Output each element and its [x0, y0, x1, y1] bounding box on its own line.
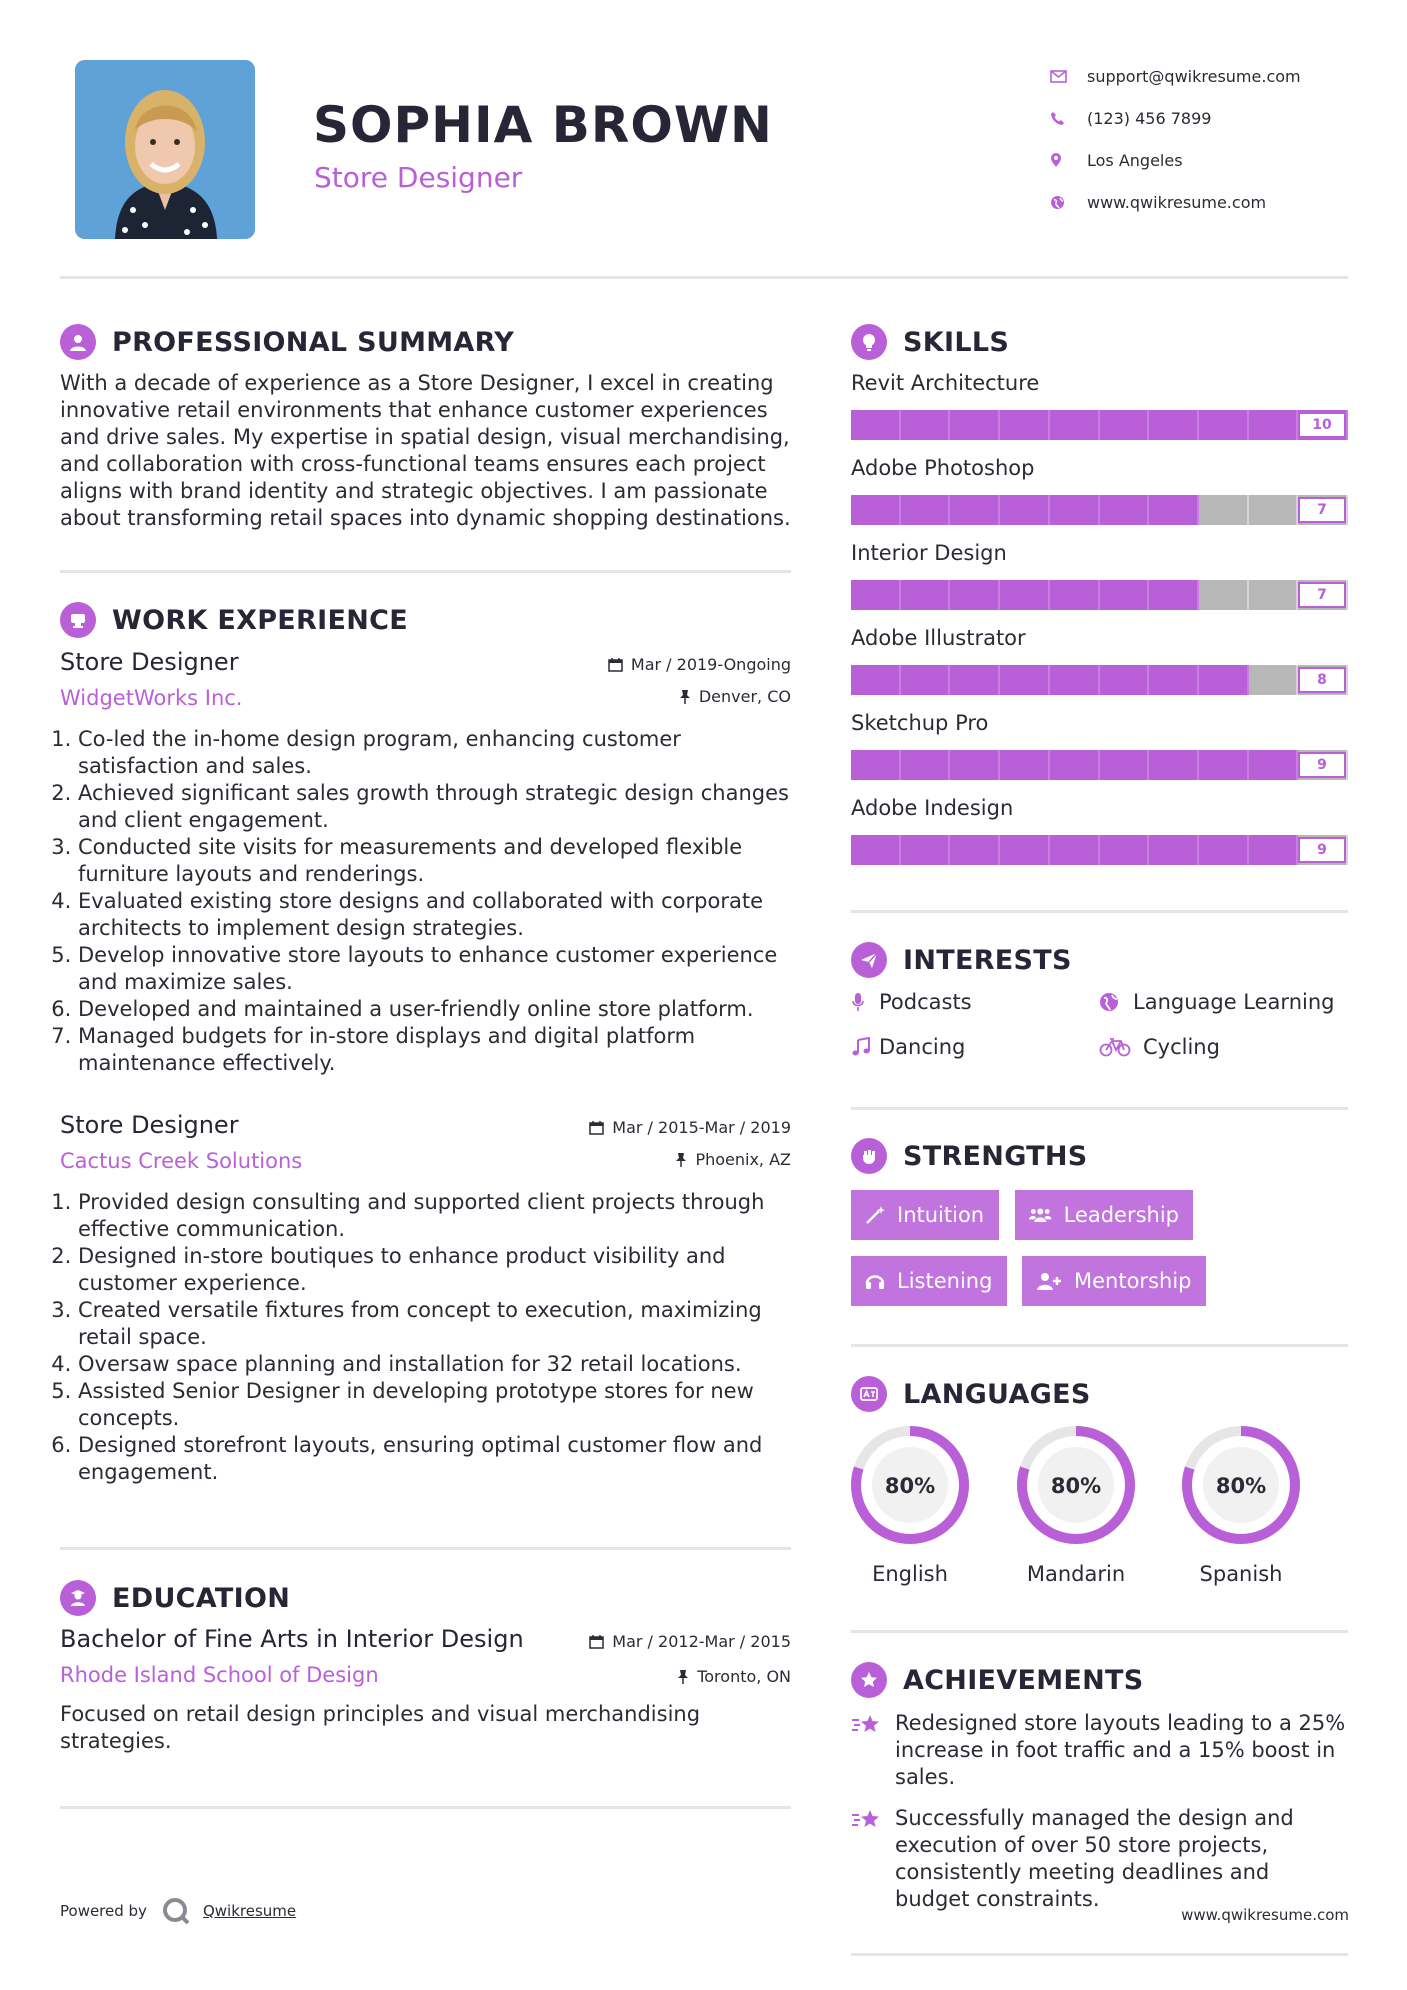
graduation-icon — [60, 1580, 96, 1616]
education-text: Focused on retail design principles and visual merchandising strategies. — [60, 1702, 701, 1753]
language-item — [1015, 1424, 1137, 1586]
footer-website[interactable]: www.qwikresume.com — [1181, 1906, 1349, 1924]
skill-bar-segment — [1149, 750, 1199, 780]
job-entry — [60, 648, 791, 1077]
translate-icon — [851, 1376, 887, 1412]
skill-name: Adobe Illustrator — [851, 626, 1026, 650]
skill-bar-segment — [1050, 750, 1100, 780]
skill-bar-segment — [1249, 495, 1299, 525]
contact-location — [1050, 139, 1301, 181]
interest-label: Cycling — [1143, 1035, 1220, 1059]
user-icon — [60, 324, 96, 360]
skill-bar-segment — [1149, 665, 1199, 695]
skill-item — [851, 370, 1348, 440]
envelope-icon — [1050, 70, 1087, 83]
summary-divider — [60, 570, 791, 573]
skill-bar — [851, 835, 1348, 865]
skill-bar-segment — [1050, 665, 1100, 695]
interest-language-learning — [1099, 990, 1334, 1014]
education-entry — [60, 1625, 791, 1755]
skill-bar-segment — [851, 495, 901, 525]
skills-title: SKILLS — [903, 326, 1010, 358]
list-item: 5. Develop innovative store layouts to enhance customer experience and maximize sales. — [78, 942, 791, 996]
skill-bar-segment — [950, 835, 1000, 865]
skill-bar-segment — [1000, 410, 1050, 440]
interests-title: INTERESTS — [903, 944, 1072, 976]
education-heading — [60, 1580, 290, 1616]
candidate-name: SOPHIA BROWN — [313, 96, 773, 154]
strength-label: Leadership — [1063, 1203, 1179, 1227]
lightbulb-icon — [851, 324, 887, 360]
skill-bar-segment — [1149, 410, 1199, 440]
language-name: English — [872, 1562, 948, 1586]
language-percent: 80% — [884, 1474, 936, 1498]
interests-heading — [851, 942, 1072, 978]
skill-bar-segment — [1149, 495, 1199, 525]
contact-list — [1050, 55, 1301, 223]
skill-bar-segment — [1249, 410, 1299, 440]
qwikresume-link[interactable]: Qwikresume — [202, 1902, 297, 1920]
skill-bar-segment — [1100, 750, 1150, 780]
work-divider — [60, 1547, 791, 1550]
contact-phone[interactable] — [1050, 97, 1301, 139]
job-location-text: Denver, CO — [698, 686, 791, 706]
language-percent: 80% — [1050, 1474, 1102, 1498]
interest-label: Dancing — [879, 1035, 966, 1059]
language-name: Spanish — [1199, 1562, 1283, 1586]
job-date — [608, 648, 791, 680]
job-title: Store Designer — [60, 648, 239, 676]
list-item: 4. Oversaw space planning and installation for 32 retail locations. — [78, 1351, 791, 1378]
job-location — [589, 1143, 791, 1175]
skill-bar-segment — [1249, 750, 1299, 780]
language-ring — [849, 1424, 971, 1546]
skill-bar-segment — [851, 665, 901, 695]
skill-bar-segment — [851, 835, 901, 865]
skill-bar — [851, 750, 1348, 780]
skill-bar-segment — [1100, 665, 1150, 695]
star-badge-icon — [851, 1662, 887, 1698]
education-date-text: Mar / 2012-Mar / 2015 — [612, 1631, 791, 1651]
shooting-star-icon — [851, 1805, 895, 1913]
job-company: WidgetWorks Inc. — [60, 686, 243, 710]
skill-name: Adobe Indesign — [851, 796, 1014, 820]
interest-dancing — [851, 1035, 965, 1059]
skill-bar-segment — [901, 750, 951, 780]
language-item — [849, 1424, 971, 1586]
skill-bar-segment — [950, 750, 1000, 780]
interest-label: Language Learning — [1133, 990, 1335, 1014]
calendar-icon — [589, 1120, 604, 1135]
achievement-item — [851, 1805, 1348, 1913]
calendar-icon — [608, 657, 623, 672]
list-item: 2. Designed in-store boutiques to enhance product visibility and customer experience. — [78, 1243, 791, 1297]
list-item: 2. Achieved significant sales growth through strategic design changes and client engagement. — [78, 780, 791, 834]
summary-title: PROFESSIONAL SUMMARY — [112, 326, 515, 358]
skill-item — [851, 795, 1348, 865]
qwikresume-logo-icon — [161, 1896, 191, 1926]
skill-bar-segment — [851, 750, 901, 780]
magic-wand-icon — [865, 1205, 885, 1225]
languages-heading — [851, 1376, 1091, 1412]
list-item: 6. Designed storefront layouts, ensuring optimal customer flow and engagement. — [78, 1432, 791, 1486]
contact-phone-text: (123) 456 7899 — [1087, 108, 1212, 128]
skill-bar-segment — [1050, 835, 1100, 865]
strength-chip-intuition — [851, 1190, 999, 1240]
skill-bar-segment — [1149, 835, 1199, 865]
user-plus-icon — [1036, 1271, 1062, 1291]
contact-location-text: Los Angeles — [1087, 150, 1183, 170]
footer-divider — [851, 1953, 1348, 1956]
education-divider — [60, 1806, 791, 1809]
interests-divider — [851, 1107, 1348, 1110]
job-duties — [60, 1189, 791, 1486]
contact-email[interactable] — [1050, 55, 1301, 97]
skill-bar-segment — [1199, 665, 1249, 695]
skill-bar-segment — [901, 410, 951, 440]
header-divider — [60, 276, 1348, 279]
music-note-icon — [851, 1037, 879, 1057]
skill-bar-segment — [950, 410, 1000, 440]
list-item: 7. Managed budgets for in-store displays and digital platform maintenance effectively. — [78, 1023, 791, 1077]
skill-bar-segment — [1000, 580, 1050, 610]
skill-score: 9 — [1298, 837, 1346, 863]
skill-bar-segment — [1249, 835, 1299, 865]
skill-bar-segment — [851, 410, 901, 440]
footer-powered — [60, 1896, 296, 1926]
skill-bar-segment — [901, 835, 951, 865]
job-company: Cactus Creek Solutions — [60, 1149, 303, 1173]
skill-bar-segment — [1000, 495, 1050, 525]
fist-icon — [851, 1138, 887, 1174]
language-item — [1180, 1424, 1302, 1586]
skill-bar-segment — [1100, 495, 1150, 525]
list-item: 3. Created versatile fixtures from concept to execution, maximizing retail space. — [78, 1297, 791, 1351]
language-ring — [1015, 1424, 1137, 1546]
strength-chip-leadership — [1015, 1190, 1193, 1240]
globe-icon — [1099, 992, 1133, 1012]
skill-bar-segment — [1199, 750, 1249, 780]
education-meta — [589, 1625, 791, 1695]
languages-title: LANGUAGES — [903, 1378, 1091, 1410]
skill-score: 10 — [1298, 412, 1346, 438]
strength-label: Listening — [897, 1269, 993, 1293]
headphones-icon — [865, 1271, 885, 1291]
strength-chip-mentorship — [1022, 1256, 1206, 1306]
job-meta — [589, 1111, 791, 1175]
group-icon — [1029, 1205, 1052, 1225]
skill-bar-segment — [1199, 410, 1249, 440]
education-title: EDUCATION — [112, 1582, 291, 1614]
job-location — [608, 680, 791, 712]
profile-photo — [75, 60, 255, 239]
skill-item — [851, 710, 1348, 780]
strengths-heading — [851, 1138, 1088, 1174]
achievements-title: ACHIEVEMENTS — [903, 1664, 1144, 1696]
skill-name: Adobe Photoshop — [851, 456, 1035, 480]
list-item: 5. Assisted Senior Designer in developing prototype stores for new concepts. — [78, 1378, 791, 1432]
briefcase-icon — [60, 602, 96, 638]
language-name: Mandarin — [1026, 1562, 1126, 1586]
education-location — [589, 1657, 791, 1695]
skill-item — [851, 625, 1348, 695]
job-duties — [60, 726, 791, 1077]
job-location-text: Phoenix, AZ — [695, 1149, 791, 1169]
bicycle-icon — [1099, 1037, 1143, 1057]
skill-bar-segment — [950, 495, 1000, 525]
contact-email-text: support@qwikresume.com — [1087, 66, 1301, 86]
education-location-text: Toronto, ON — [697, 1666, 791, 1686]
skill-bar-segment — [901, 665, 951, 695]
calendar-icon — [589, 1634, 604, 1649]
list-item: 1. Provided design consulting and supported client projects through effective communication. — [78, 1189, 791, 1243]
skill-bar-segment — [950, 580, 1000, 610]
education-date — [589, 1625, 791, 1657]
skill-bar-segment — [901, 580, 951, 610]
strength-label: Intuition — [897, 1203, 985, 1227]
interest-podcasts — [851, 990, 972, 1014]
candidate-role: Store Designer — [314, 161, 523, 194]
achievement-item — [851, 1710, 1348, 1791]
strength-label: Mentorship — [1074, 1269, 1192, 1293]
strengths-title: STRENGTHS — [903, 1140, 1088, 1172]
skill-name: Sketchup Pro — [851, 711, 989, 735]
skill-bar-segment — [1199, 835, 1249, 865]
achievement-text: Successfully managed the design and execution of over 50 store projects, consistently meeting deadlines and budget constraints. — [895, 1806, 1294, 1911]
skill-bar-segment — [901, 495, 951, 525]
powered-by-text: Powered by — [60, 1902, 147, 1920]
skill-bar-segment — [1050, 495, 1100, 525]
language-ring — [1180, 1424, 1302, 1546]
skill-bar — [851, 665, 1348, 695]
skill-score: 8 — [1298, 667, 1346, 693]
microphone-icon — [851, 992, 879, 1012]
strengths-divider — [851, 1344, 1348, 1347]
skill-score: 9 — [1298, 752, 1346, 778]
list-item: 4. Evaluated existing store designs and collaborated with corporate architects to implement design strategies. — [78, 888, 791, 942]
job-title: Store Designer — [60, 1111, 239, 1139]
degree-title: Bachelor of Fine Arts in Interior Design — [60, 1625, 524, 1653]
pushpin-icon — [675, 1152, 687, 1167]
skills-divider — [851, 910, 1348, 913]
languages-divider — [851, 1630, 1348, 1633]
skill-score: 7 — [1298, 582, 1346, 608]
phone-icon — [1050, 111, 1087, 126]
job-date-text: Mar / 2019-Ongoing — [630, 654, 791, 674]
skill-score: 7 — [1298, 497, 1346, 523]
job-date-text: Mar / 2015-Mar / 2019 — [612, 1117, 791, 1137]
skill-item — [851, 455, 1348, 525]
skill-name: Interior Design — [851, 541, 1007, 565]
skill-bar-segment — [950, 665, 1000, 695]
skill-bar-segment — [1050, 410, 1100, 440]
skill-bar-segment — [1100, 580, 1150, 610]
list-item: 3. Conducted site visits for measurements and developed flexible furniture layouts and renderings. — [78, 834, 791, 888]
pushpin-icon — [677, 1669, 689, 1684]
skill-bar-segment — [1249, 665, 1299, 695]
interest-label: Podcasts — [879, 990, 972, 1014]
skill-bar-segment — [1100, 410, 1150, 440]
skill-bar-segment — [1000, 835, 1050, 865]
skill-name: Revit Architecture — [851, 371, 1040, 395]
paper-plane-icon — [851, 942, 887, 978]
contact-website[interactable] — [1050, 181, 1301, 223]
work-heading — [60, 602, 408, 638]
interest-cycling — [1099, 1035, 1220, 1059]
list-item: 6. Developed and maintained a user-friendly online store platform. — [78, 996, 791, 1023]
pushpin-icon — [679, 689, 691, 704]
skill-bar-segment — [1249, 580, 1299, 610]
job-date — [589, 1111, 791, 1143]
map-pin-icon — [1050, 152, 1087, 168]
summary-text: With a decade of experience as a Store Designer, I excel in creating innovative retail environments that enhance customer experiences and drive sales. My expertise in spatial design, visual merchandising, and collaboration with cross-functional teams ensures each project aligns with brand identity and strategic objectives. I am passionate about transforming retail spaces into dynamic shopping destinations. — [60, 371, 791, 530]
job-meta — [608, 648, 791, 712]
skill-item — [851, 540, 1348, 610]
achievement-text: Redesigned store layouts leading to a 25% increase in foot traffic and a 15% boost in sales. — [895, 1711, 1346, 1789]
skill-bar-segment — [1050, 580, 1100, 610]
job-entry — [60, 1111, 791, 1486]
skill-bar-segment — [1000, 665, 1050, 695]
skill-bar — [851, 580, 1348, 610]
skill-bar-segment — [1199, 495, 1249, 525]
summary-heading — [60, 324, 514, 360]
language-percent: 80% — [1215, 1474, 1267, 1498]
shooting-star-icon — [851, 1710, 895, 1791]
skill-bar-segment — [1000, 750, 1050, 780]
skill-bar-segment — [1100, 835, 1150, 865]
list-item: 1. Co-led the in-home design program, enhancing customer satisfaction and sales. — [78, 726, 791, 780]
skill-bar — [851, 495, 1348, 525]
skill-bar-segment — [1149, 580, 1199, 610]
skills-heading — [851, 324, 1009, 360]
strength-chip-listening — [851, 1256, 1007, 1306]
contact-website-text: www.qwikresume.com — [1087, 192, 1267, 212]
skill-bar-segment — [1199, 580, 1249, 610]
skill-bar — [851, 410, 1348, 440]
work-title: WORK EXPERIENCE — [112, 604, 408, 636]
skill-bar-segment — [851, 580, 901, 610]
globe-icon — [1050, 195, 1087, 210]
achievements-heading — [851, 1662, 1144, 1698]
school-name: Rhode Island School of Design — [60, 1663, 379, 1687]
